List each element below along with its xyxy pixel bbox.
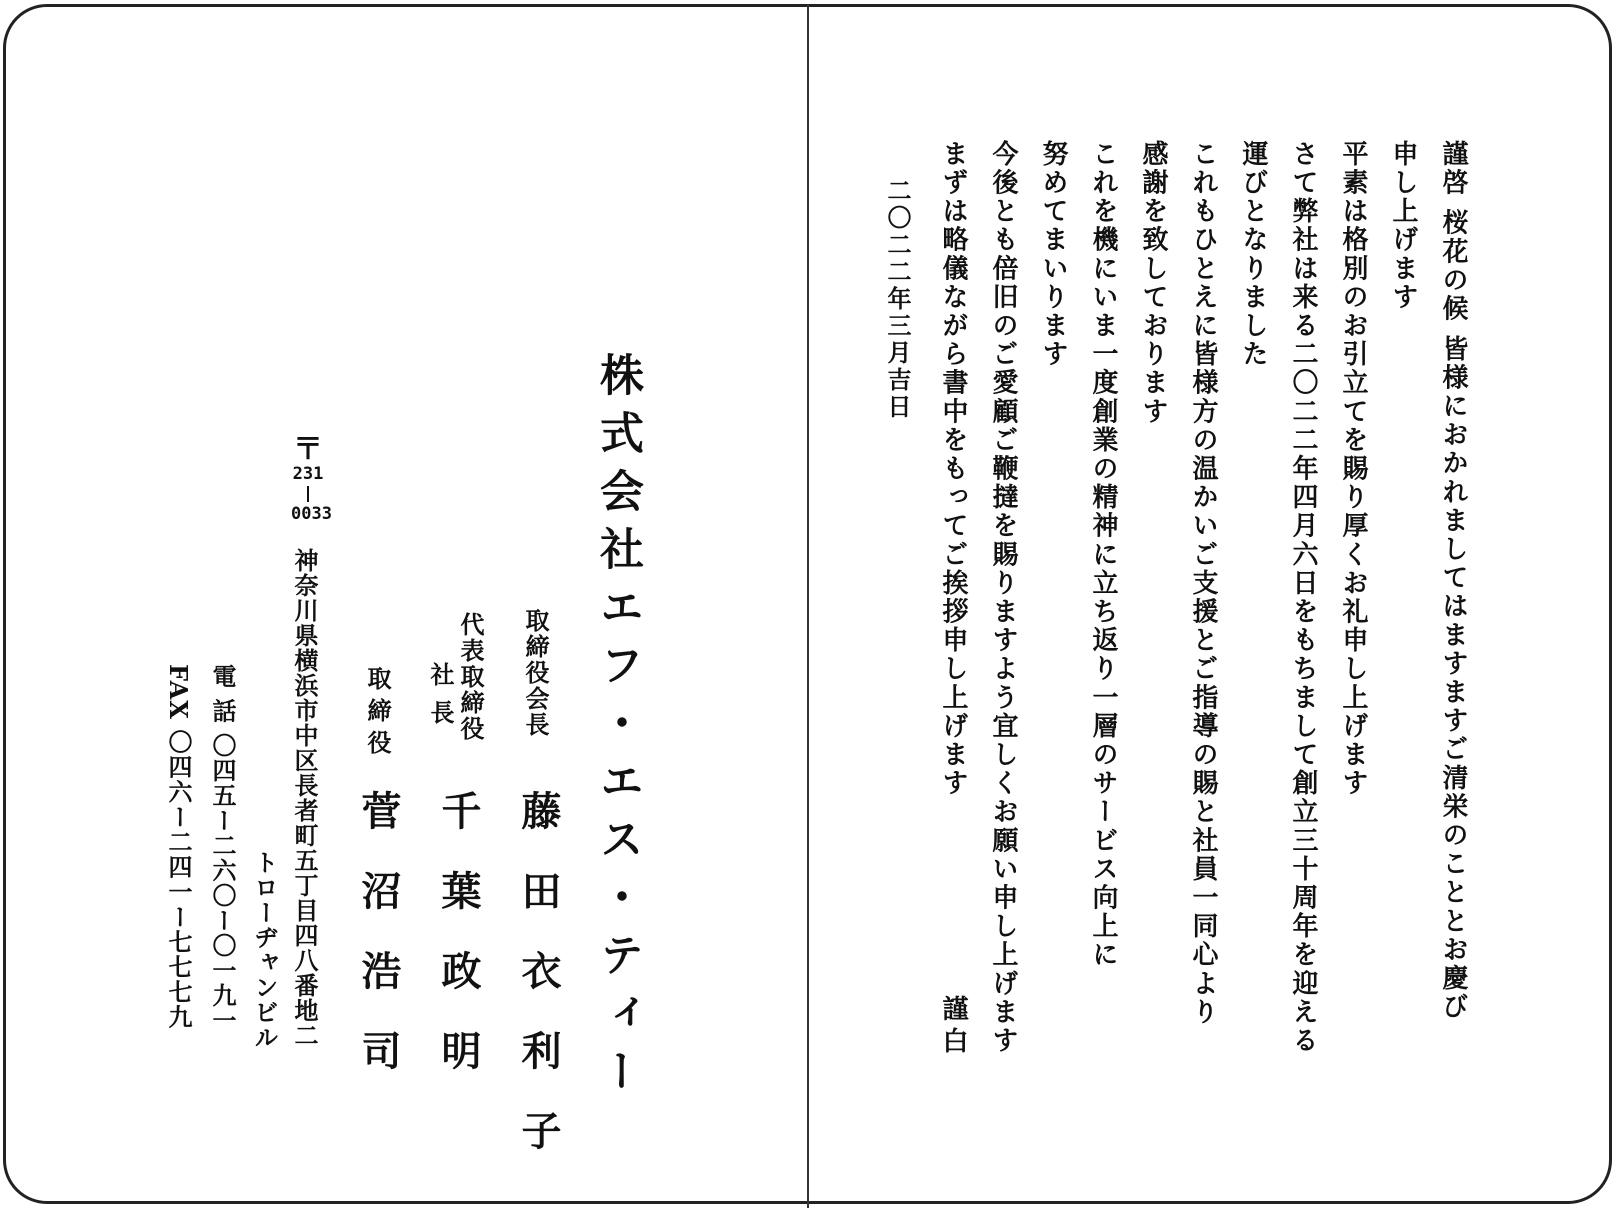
letter-line-10: 今後とも倍旧のご愛顧ご鞭撻を賜りますよう宜しくお願い申し上げます	[988, 140, 1018, 1056]
letter-date: 二〇二二年三月吉日	[883, 178, 912, 421]
letter-line-1: 謹啓 桜花の候 皆様におかれましてはますますご清栄のこととお慶び	[1438, 140, 1468, 1022]
officer-2-name: 千葉政明	[435, 790, 482, 1110]
officer-3-title: 取締役	[363, 666, 392, 762]
officer-3-name: 菅沼浩司	[355, 790, 402, 1110]
phone-number: 電 話 〇四五ー二六〇ー〇一九一	[208, 664, 237, 1033]
letter-line-4: さて弊社は来る二〇二二年四月六日をもちまして創立三十周年を迎える	[1288, 140, 1318, 1056]
fold-line	[807, 4, 809, 1208]
officer-2-title-line2: 社長	[426, 662, 455, 738]
letter-line-9: 努めてまいります	[1038, 140, 1068, 369]
fax-number: FAX 〇四六ー二四一ー七七七九	[164, 664, 193, 1030]
officer-1-name: 藤田衣利子	[515, 790, 562, 1190]
company-name: 株式会社エフ・エス・ティー	[592, 352, 643, 1106]
letter-line-11: まずは略儀ながら書中をもってご挨拶申し上げます	[938, 140, 968, 798]
officer-1-title: 取締役会長	[521, 608, 550, 738]
letter-line-6: これもひとえに皆様方の温かいご支援とご指導の賜と社員一同心より	[1188, 140, 1218, 1027]
letter-line-3: 平素は格別のお引立てを賜り厚くお礼申し上げます	[1338, 140, 1368, 798]
letter-line-5: 運びとなりました	[1238, 140, 1268, 369]
postal-code	[291, 432, 332, 524]
officer-2-title: 代表取締役	[456, 612, 485, 742]
letter-line-7: 感謝を致しております	[1138, 140, 1168, 426]
postal-code-part-1: 231	[292, 464, 324, 484]
address-line-2: トローヂャンビル	[250, 850, 279, 1050]
postal-code-part-2: 0033	[291, 504, 332, 524]
postal-code-dash	[307, 486, 309, 502]
address-line-1: 神奈川県横浜市中区長者町五丁目四八番地二	[290, 548, 319, 1048]
letter-line-8: これを機にいま一度創業の精神に立ち返り一層のサービス向上に	[1088, 140, 1118, 970]
letter-line-2: 申し上げます	[1388, 140, 1418, 312]
postal-mark-icon: 〒	[293, 432, 323, 467]
closing-word: 謹白	[938, 995, 968, 1059]
